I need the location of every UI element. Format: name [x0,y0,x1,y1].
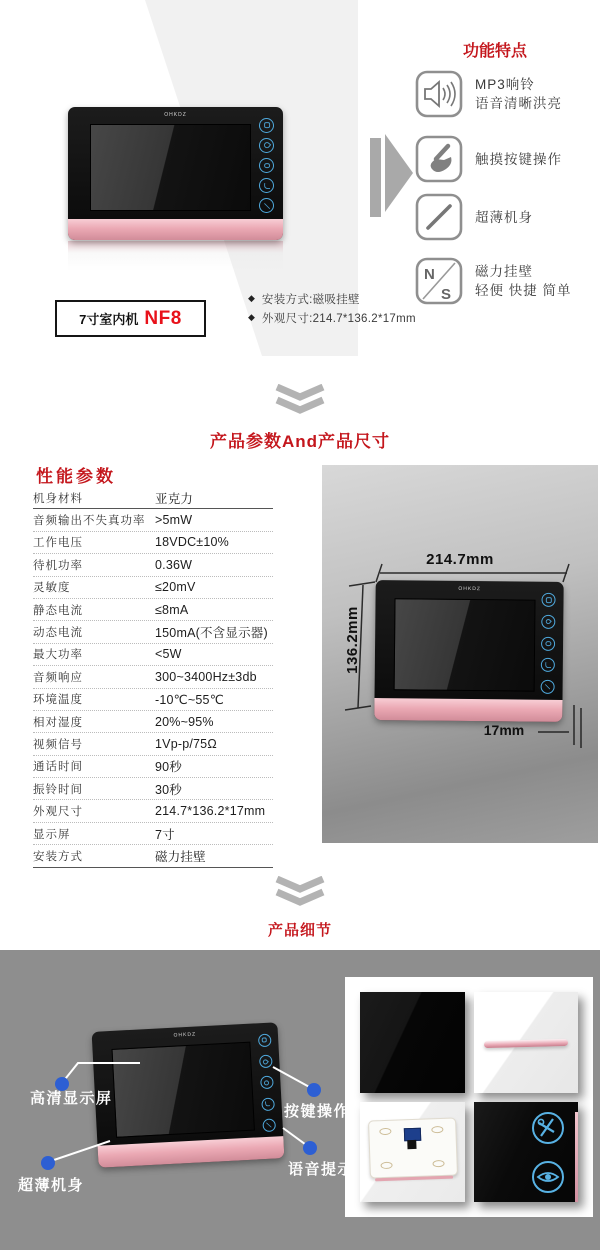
speaker-icon [415,70,463,118]
spec-value: >5mW [155,513,193,528]
spec-value: <5W [155,647,182,662]
spec-value: 18VDC±10% [155,535,229,550]
spec-value: 1Vp-p/75Ω [155,736,217,751]
feature-item-magnet [415,257,572,305]
specs-title: 性能参数 [36,467,116,486]
hero-bullets [248,289,416,327]
spec-label: 最大功率 [33,649,83,662]
spec-row [33,778,273,800]
dimension-panel [322,465,598,843]
device-reflection [68,241,283,271]
mute-icon [259,198,274,213]
svg-text:S: S [441,286,452,303]
spec-label: 通话时间 [33,761,83,774]
spec-label: 外观尺寸 [33,806,83,819]
bullet-line [248,289,416,308]
spec-label: 振铃时间 [33,783,83,796]
spec-row [33,845,273,867]
spec-value: -10℃~55℃ [155,692,224,707]
svg-text:N: N [424,266,435,283]
right-arrow-icon [385,134,413,212]
spec-value: 30秒 [155,782,183,797]
dimension-height-label: 136.2mm [344,606,361,674]
spec-row [33,487,273,509]
divider-params [0,384,600,452]
spec-value: 90秒 [155,760,183,775]
device-pink-band [68,219,283,240]
feature-line: 轻便 快捷 简单 [475,283,572,298]
feature-text [475,262,572,300]
spec-row [33,823,273,845]
model-prefix: 7寸室内机 [79,312,139,327]
spec-label: 环境温度 [33,694,83,707]
divider-label: 产品参数And产品尺寸 [209,432,391,451]
spec-value: ≤8mA [155,602,189,617]
device-body [68,107,283,240]
feature-text [475,75,562,113]
spec-value: ≤20mV [155,580,196,595]
spec-label: 动态电流 [33,627,83,640]
spec-label: 机身材料 [33,492,83,505]
diamond-bullet-icon: ◆ [248,312,255,322]
feature-line: 语音清晰洪亮 [475,96,562,111]
feature-item-mp3 [415,70,562,118]
spec-value: 300~3400Hz±3db [155,669,257,684]
speaker-icon [259,158,274,173]
spec-label: 静态电流 [33,604,83,617]
spec-row [33,554,273,576]
spec-value: 150mA(不含显示器) [155,626,268,641]
spec-value: 磁力挂壁 [155,849,206,864]
brand-logo: OHKDZ [173,1031,197,1039]
spec-table [33,487,273,868]
feature-text [475,208,533,227]
double-chevron-down-icon [272,876,328,908]
brand-logo: OHKDZ [164,111,187,118]
brand-logo: OHKDZ [458,585,481,593]
feature-item-slim [415,193,533,241]
spec-label: 音频响应 [33,671,83,684]
spec-label: 视频信号 [33,738,83,751]
right-arrow-bar [370,138,381,217]
device-screen [90,124,251,211]
spec-row [33,532,273,554]
spec-value: 7寸 [155,827,175,842]
spec-row [33,666,273,688]
spec-row [33,621,273,643]
callout-buttons: 按键操作 [284,1103,351,1120]
spec-row [33,644,273,666]
spec-row [33,800,273,822]
device-touch-buttons [259,118,274,214]
feature-line: MP3响铃 [475,77,535,92]
callout-voice-prompt: 语音提示 [288,1161,355,1178]
callout-slim-body: 超薄机身 [18,1177,85,1194]
callout-hd-screen: 高清显示屏 [30,1090,113,1107]
spec-row [33,577,273,599]
diamond-bullet-icon: ◆ [248,293,255,303]
features-title: 功能特点 [462,43,527,60]
monitor-icon [259,118,274,133]
spec-row [33,689,273,711]
slim-icon [415,193,463,241]
spec-value: 214.7*136.2*17mm [155,804,266,819]
divider-details [0,876,600,940]
touch-icon [415,135,463,183]
spec-row [33,733,273,755]
spec-row [33,509,273,531]
bullet-text: 外观尺寸:214.7*136.2*17mm [261,312,416,325]
model-name: NF8 [144,307,182,329]
call-icon [259,178,274,193]
divider-label: 产品细节 [267,922,332,939]
product-details-section [0,950,600,1250]
spec-row [33,756,273,778]
feature-item-touch [415,135,562,183]
model-label-box [55,300,206,337]
spec-label: 音频输出不失真功率 [33,515,146,528]
feature-line: 超薄机身 [475,209,533,225]
intercom-device-hero [68,107,283,240]
bullet-text: 安装方式:磁吸挂壁 [261,293,360,306]
feature-text [475,150,562,169]
double-chevron-down-icon [272,384,328,416]
spec-label: 灵敏度 [33,582,71,595]
spec-value: 亚克力 [155,491,194,506]
spec-label: 相对湿度 [33,716,83,729]
spec-row [33,711,273,733]
unlock-icon [259,138,274,153]
spec-label: 待机功率 [33,559,83,572]
spec-value: 0.36W [155,557,193,572]
bullet-line [248,308,416,327]
spec-label: 安装方式 [33,850,83,863]
dimension-depth-label: 17mm [483,722,525,738]
spec-label: 工作电压 [33,537,83,550]
feature-line: 触摸按键操作 [475,151,562,167]
dimension-width-label: 214.7mm [426,551,494,568]
spec-label: 显示屏 [33,828,71,841]
spec-row [33,599,273,621]
spec-value: 20%~95% [155,714,214,729]
feature-line: 磁力挂壁 [475,264,533,279]
magnet-icon [415,257,463,305]
